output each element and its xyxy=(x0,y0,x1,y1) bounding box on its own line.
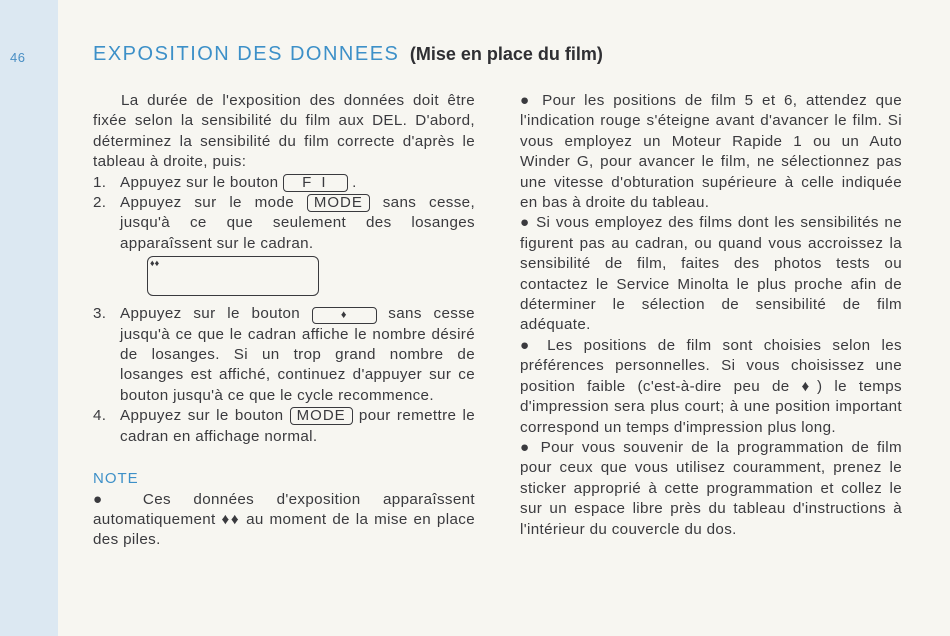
step-2 xyxy=(93,193,475,254)
step-number: 4. xyxy=(93,407,107,425)
section-subtitle: (Mise en place du film) xyxy=(409,44,603,64)
mode-button-symbol: MODE xyxy=(290,407,353,425)
fi-button-symbol: F I xyxy=(283,174,348,192)
step-text-after: sans cesse jusqu'à ce que le cadran affiche le nombre désiré de losanges. Si un trop grand nombre de losanges est affiché, continuez d'appuyer sur ce bouton jusqu'à ce que le cycle recommence. xyxy=(120,305,475,404)
right-column xyxy=(520,91,902,540)
step-text-after: pour remettre le cadran en affichage normal. xyxy=(120,407,476,445)
mode-button-symbol: MODE xyxy=(307,194,370,212)
bullet-paragraph: ● Pour les positions de film 5 et 6, attendez que l'indication rouge s'éteigne avant d'avancer le film. Si vous employez un Moteur Rapide 1 ou un Auto Winder G, pour avancer le film, ne sélectionnez pas une vitesse d'obturation supérieure à celle indiquée en bas à droite du tableau. xyxy=(520,92,902,212)
step-text: Appuyez sur le bouton xyxy=(120,305,301,323)
note-text: ● Ces données d'exposition apparaîssent automatiquement ♦♦ au moment de la mise en place des piles. xyxy=(93,490,475,549)
note-heading: NOTE xyxy=(93,470,139,488)
lcd-display-illustration xyxy=(147,256,319,296)
left-column xyxy=(93,91,475,551)
step-number: 1. xyxy=(93,173,107,191)
section-title: EXPOSITION DES DONNEES xyxy=(93,43,400,65)
step-text-after: . xyxy=(352,173,357,191)
lcd-diamonds: ♦♦ xyxy=(150,258,160,269)
step-number: 2. xyxy=(93,194,107,212)
page-number: 46 xyxy=(10,50,26,65)
step-3 xyxy=(93,304,475,406)
section-header xyxy=(93,43,603,66)
step-text-after: sans cesse, jusqu'à ce que seulement des losanges apparaîssent sur le cadran. xyxy=(120,194,476,252)
step-4 xyxy=(93,406,475,447)
diamond-button-symbol: ♦ xyxy=(312,307,377,324)
page-margin-band xyxy=(0,0,58,636)
step-number: 3. xyxy=(93,305,107,323)
intro-paragraph: La durée de l'exposition des données doit être fixée selon la sensibilité du film aux DEL. D'abord, déterminez la sensibilité du film correcte d'après le tableau à droite, puis: xyxy=(93,92,475,171)
step-text: Appuyez sur le bouton xyxy=(120,173,279,191)
bullet-paragraph: ● Pour vous souvenir de la programmation de film pour ceux que vous utilisez couramment, prenez le sticker approprié à cette programmation et collez le sur un espace libre près du tableau d'instructions à l'intérieur du couvercle du dos. xyxy=(520,438,902,538)
step-1 xyxy=(93,173,475,193)
lcd-illustration-row xyxy=(93,256,475,304)
steps-list xyxy=(93,173,475,447)
bullet-paragraph: ● Si vous employez des films dont les sensibilités ne figurent pas au cadran, ou quand vous accroissez la sensibilité de film, faites des photos tests ou contactez le Service Minolta le plus proche afin de déterminer le sélection de sensibilité de film adéquate. xyxy=(520,214,902,334)
step-text: Appuyez sur le mode xyxy=(120,194,295,212)
step-text: Appuyez sur le bouton xyxy=(120,407,284,425)
bullet-paragraph: ● Les positions de film sont choisies selon les préférences personnelles. Si vous choisissez une position faible (c'est-à-dire peu de ♦) le temps d'impression sera plus court; à une position important correspond un temps d'impression plus long. xyxy=(520,336,902,436)
